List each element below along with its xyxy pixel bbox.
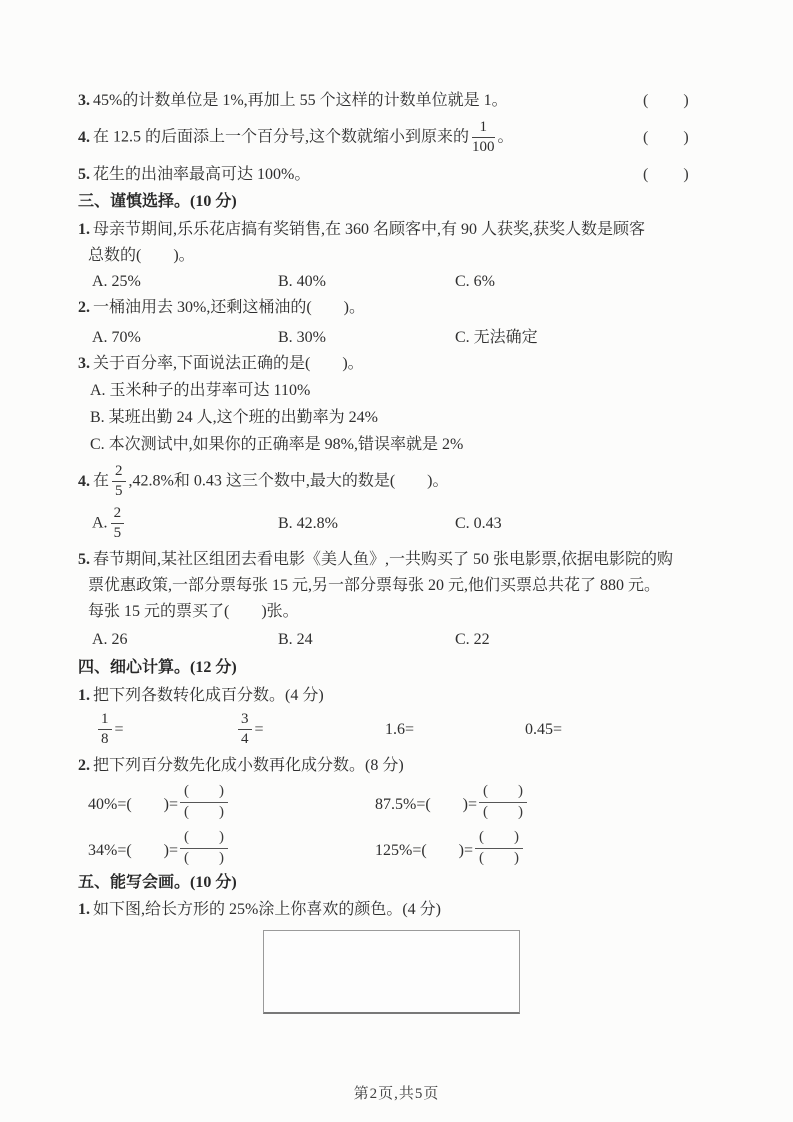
- conversion-87-5[interactable]: 87.5%=( )= ( ) ( ): [375, 783, 527, 821]
- blank-fraction: ( ) ( ): [180, 783, 228, 821]
- option-a[interactable]: A. 70%: [92, 329, 141, 346]
- question-number: 4.: [78, 472, 90, 490]
- conversion-row-1: [78, 780, 694, 824]
- q3-option-b[interactable]: B. 某班出勤 24 人,这个班的出勤率为 24%: [90, 409, 379, 426]
- question-number: 5.: [78, 166, 90, 183]
- tf-item-5: [78, 162, 694, 188]
- tf-item-4-text: 4. 在 12.5 的后面添上一个百分号,这个数就缩小到原来的 $\frac{1}{100}$ 。: [78, 119, 514, 155]
- conversion-125[interactable]: 125%=( )= ( ) ( ): [375, 829, 523, 867]
- option-b[interactable]: B. 42.8%: [278, 515, 338, 532]
- q4-text: [78, 460, 694, 504]
- conversion-34[interactable]: 34%=( )= ( ) ( ): [88, 829, 375, 867]
- question-number: 3.: [78, 355, 90, 372]
- fraction-2-5: $\frac{2}{5}$: [112, 463, 126, 499]
- q2-options: [78, 325, 694, 351]
- q2-text: 2. 一桶油用去 30%,还剩这桶油的( )。: [78, 299, 365, 316]
- question-number: 4.: [78, 128, 90, 146]
- question-number: 2.: [78, 757, 90, 774]
- blank-fraction: ( ) ( ): [475, 829, 523, 867]
- section-4-title: 四、细心计算。(12 分): [78, 659, 237, 676]
- option-c[interactable]: C. 0.43: [455, 515, 502, 532]
- conversion-row-2: [78, 826, 694, 870]
- q5-text-line3: 每张 15 元的票买了( )张。: [88, 603, 299, 620]
- question-number: 2.: [78, 299, 90, 316]
- answer-bracket[interactable]: ( ): [643, 92, 690, 109]
- question-number: 1.: [78, 221, 90, 238]
- calc-blank-1-6[interactable]: 1.6=: [385, 721, 415, 738]
- option-b[interactable]: B. 24: [278, 631, 313, 648]
- fraction-1-100: $\frac{1}{100}$: [472, 119, 495, 155]
- option-b[interactable]: B. 40%: [278, 273, 326, 290]
- option-c[interactable]: C. 6%: [455, 273, 495, 290]
- calc-blank-0-45[interactable]: 0.45=: [525, 721, 563, 738]
- option-a[interactable]: A. 26: [92, 631, 128, 648]
- calc-item-2-label: 2. 把下列百分数先化成小数再化成分数。(8 分): [78, 757, 404, 774]
- q4-options: [78, 504, 694, 544]
- answer-bracket[interactable]: ( ): [643, 129, 690, 146]
- section-3-title: 三、谨慎选择。(10 分): [78, 193, 237, 210]
- section-5-title: 五、能写会画。(10 分): [78, 874, 237, 891]
- answer-bracket[interactable]: ( ): [643, 166, 690, 183]
- tf-item-4: [78, 116, 694, 160]
- option-a[interactable]: A. $\frac{2}{5}$: [92, 506, 278, 542]
- drawing-rectangle[interactable]: [263, 930, 520, 1014]
- tf-item-3-text: 3. 45%的计数单位是 1%,再加上 55 个这样的计数单位就是 1。: [78, 92, 508, 109]
- q1-options: [78, 269, 694, 295]
- calc-item-1-label: 1. 把下列各数转化成百分数。(4 分): [78, 687, 324, 704]
- q3-option-c[interactable]: C. 本次测试中,如果你的正确率是 98%,错误率就是 2%: [90, 436, 464, 453]
- tf-item-5-text: 5. 花生的出油率最高可达 100%。: [78, 166, 311, 183]
- fraction-2-5: $\frac{2}{5}$: [111, 505, 125, 541]
- q5-text-line2: 票优惠政策,一部分票每张 15 元,另一部分票每张 20 元,他们买票总共花了 880 元。: [88, 577, 661, 594]
- blank-fraction: ( ) ( ): [180, 829, 228, 867]
- conversion-40[interactable]: 40%=( )= ( ) ( ): [88, 783, 375, 821]
- calc-blank-3-4[interactable]: $\frac{3}{4}$ =: [235, 712, 385, 748]
- calc-blank-1-8[interactable]: $\frac{1}{8}$ =: [95, 712, 235, 748]
- worksheet-content: [78, 0, 694, 1014]
- option-c[interactable]: C. 无法确定: [455, 329, 538, 346]
- q5-text-line1: 5. 春节期间,某社区组团去看电影《美人鱼》,一共购买了 50 张电影票,依据电影院的购: [78, 551, 674, 568]
- tf-item-3: [78, 88, 694, 114]
- fraction-1-8: $\frac{1}{8}$: [98, 711, 112, 747]
- question-number: 1.: [78, 901, 90, 918]
- q3-option-a[interactable]: A. 玉米种子的出芽率可达 110%: [90, 382, 311, 399]
- blank-fraction: ( ) ( ): [479, 783, 527, 821]
- option-b[interactable]: B. 30%: [278, 329, 326, 346]
- question-number: 1.: [78, 687, 90, 704]
- question-number: 3.: [78, 92, 90, 109]
- q3-text: 3. 关于百分率,下面说法正确的是( )。: [78, 355, 364, 372]
- option-a[interactable]: A. 25%: [92, 273, 141, 290]
- calc-item-1-row: [78, 709, 694, 751]
- question-number: 5.: [78, 551, 90, 568]
- option-c[interactable]: C. 22: [455, 631, 490, 648]
- fraction-3-4: $\frac{3}{4}$: [238, 711, 252, 747]
- draw-item-1-label: 1. 如下图,给长方形的 25%涂上你喜欢的颜色。(4 分): [78, 901, 441, 918]
- q4-text-inline: 4. 在 $\frac{2}{5}$ ,42.8%和 0.43 这三个数中,最大的数是( )。: [78, 463, 449, 499]
- q1-text-line2: 总数的( )。: [88, 247, 195, 264]
- page-footer: 第2页,共5页: [353, 1086, 440, 1102]
- q5-options: [78, 627, 694, 653]
- q1-text-line1: 1. 母亲节期间,乐乐花店搞有奖销售,在 360 名顾客中,有 90 人获奖,获奖人数是顾客: [78, 221, 646, 238]
